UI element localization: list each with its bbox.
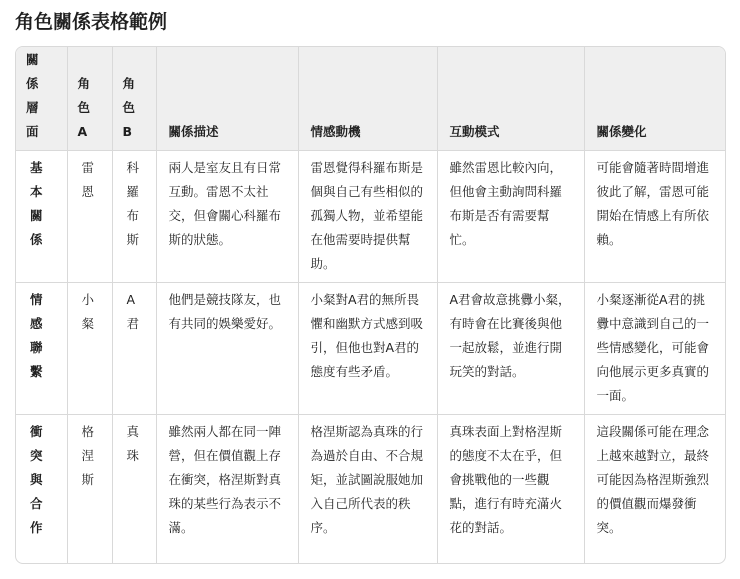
cell-motivation: 雷恩覺得科羅布斯是個與自己有些相似的孤獨人物，並希望能在他需要時提供幫助。 bbox=[298, 150, 437, 282]
header-role-b bbox=[112, 47, 156, 150]
table-header bbox=[16, 47, 726, 150]
cell-level-text: 情感聯繫 bbox=[30, 291, 43, 379]
header-level bbox=[16, 47, 67, 150]
cell-role-b bbox=[112, 150, 156, 282]
header-change: 關係變化 bbox=[584, 47, 726, 150]
cell-interaction: 真珠表面上對格涅斯的態度不太在乎，但會挑戰他的一些觀點，進行有時充滿火花的對話。 bbox=[437, 414, 584, 564]
table bbox=[16, 47, 726, 564]
cell-role-a-text: 格涅斯 bbox=[81, 423, 95, 487]
cell-motivation: 格涅斯認為真珠的行為過於自由、不合規矩，並試圖說服她加入自己所代表的秩序。 bbox=[298, 414, 437, 564]
cell-change: 可能會隨著時間增進彼此了解，雷恩可能開始在情感上有所依賴。 bbox=[584, 150, 726, 282]
table-row bbox=[16, 282, 726, 414]
header-level-label: 關係層面 bbox=[26, 51, 39, 139]
cell-role-b bbox=[112, 282, 156, 414]
cell-level-text: 基本關係 bbox=[30, 159, 43, 247]
cell-role-a bbox=[67, 150, 112, 282]
page-title: 角色關係表格範例 bbox=[15, 11, 168, 33]
cell-interaction: 雖然雷恩比較內向，但他會主動詢問科羅布斯是否有需要幫忙。 bbox=[437, 150, 584, 282]
cell-role-a bbox=[67, 414, 112, 564]
cell-level-text: 衝突與合作 bbox=[30, 423, 43, 535]
cell-motivation: 小粲對A君的無所畏懼和幽默方式感到吸引，但他也對A君的態度有些矛盾。 bbox=[298, 282, 437, 414]
cell-role-a-text: 小粲 bbox=[81, 291, 95, 331]
cell-change: 小粲逐漸從A君的挑釁中意識到自己的一些情感變化，可能會向他展示更多真實的一面。 bbox=[584, 282, 726, 414]
cell-description: 雖然兩人都在同一陣營，但在價值觀上存在衝突，格涅斯對真珠的某些行為表示不滿。 bbox=[156, 414, 298, 564]
header-role-a-label: 角色A bbox=[77, 75, 91, 139]
cell-role-b-text: 真珠 bbox=[126, 423, 140, 463]
cell-description: 他們是競技隊友，也有共同的娛樂愛好。 bbox=[156, 282, 298, 414]
cell-role-b bbox=[112, 414, 156, 564]
table-row bbox=[16, 414, 726, 564]
header-description: 關係描述 bbox=[156, 47, 298, 150]
header-row bbox=[16, 47, 726, 150]
header-role-a bbox=[67, 47, 112, 150]
cell-level bbox=[16, 150, 67, 282]
cell-change: 這段關係可能在理念上越來越對立，最終可能因為格涅斯強烈的價值觀而爆發衝突。 bbox=[596, 423, 710, 535]
table-row bbox=[16, 150, 726, 282]
header-motivation: 情感動機 bbox=[298, 47, 437, 150]
cell-level bbox=[16, 282, 67, 414]
table-body bbox=[16, 150, 726, 564]
header-role-b-label: 角色B bbox=[122, 75, 136, 139]
cell-level bbox=[16, 414, 67, 564]
cell-interaction: A君會故意挑釁小粲，有時會在比賽後與他一起放鬆，並進行開玩笑的對話。 bbox=[437, 282, 584, 414]
cell-role-a bbox=[67, 282, 112, 414]
cell-description: 兩人是室友且有日常互動。雷恩不太社交，但會關心科羅布斯的狀態。 bbox=[156, 150, 298, 282]
relationship-table bbox=[15, 46, 726, 564]
header-interaction: 互動模式 bbox=[437, 47, 584, 150]
cell-role-b-text: 科羅布斯 bbox=[126, 159, 140, 247]
cell-role-a-text: 雷恩 bbox=[81, 159, 95, 199]
cell-role-b-text: A君 bbox=[126, 291, 140, 331]
